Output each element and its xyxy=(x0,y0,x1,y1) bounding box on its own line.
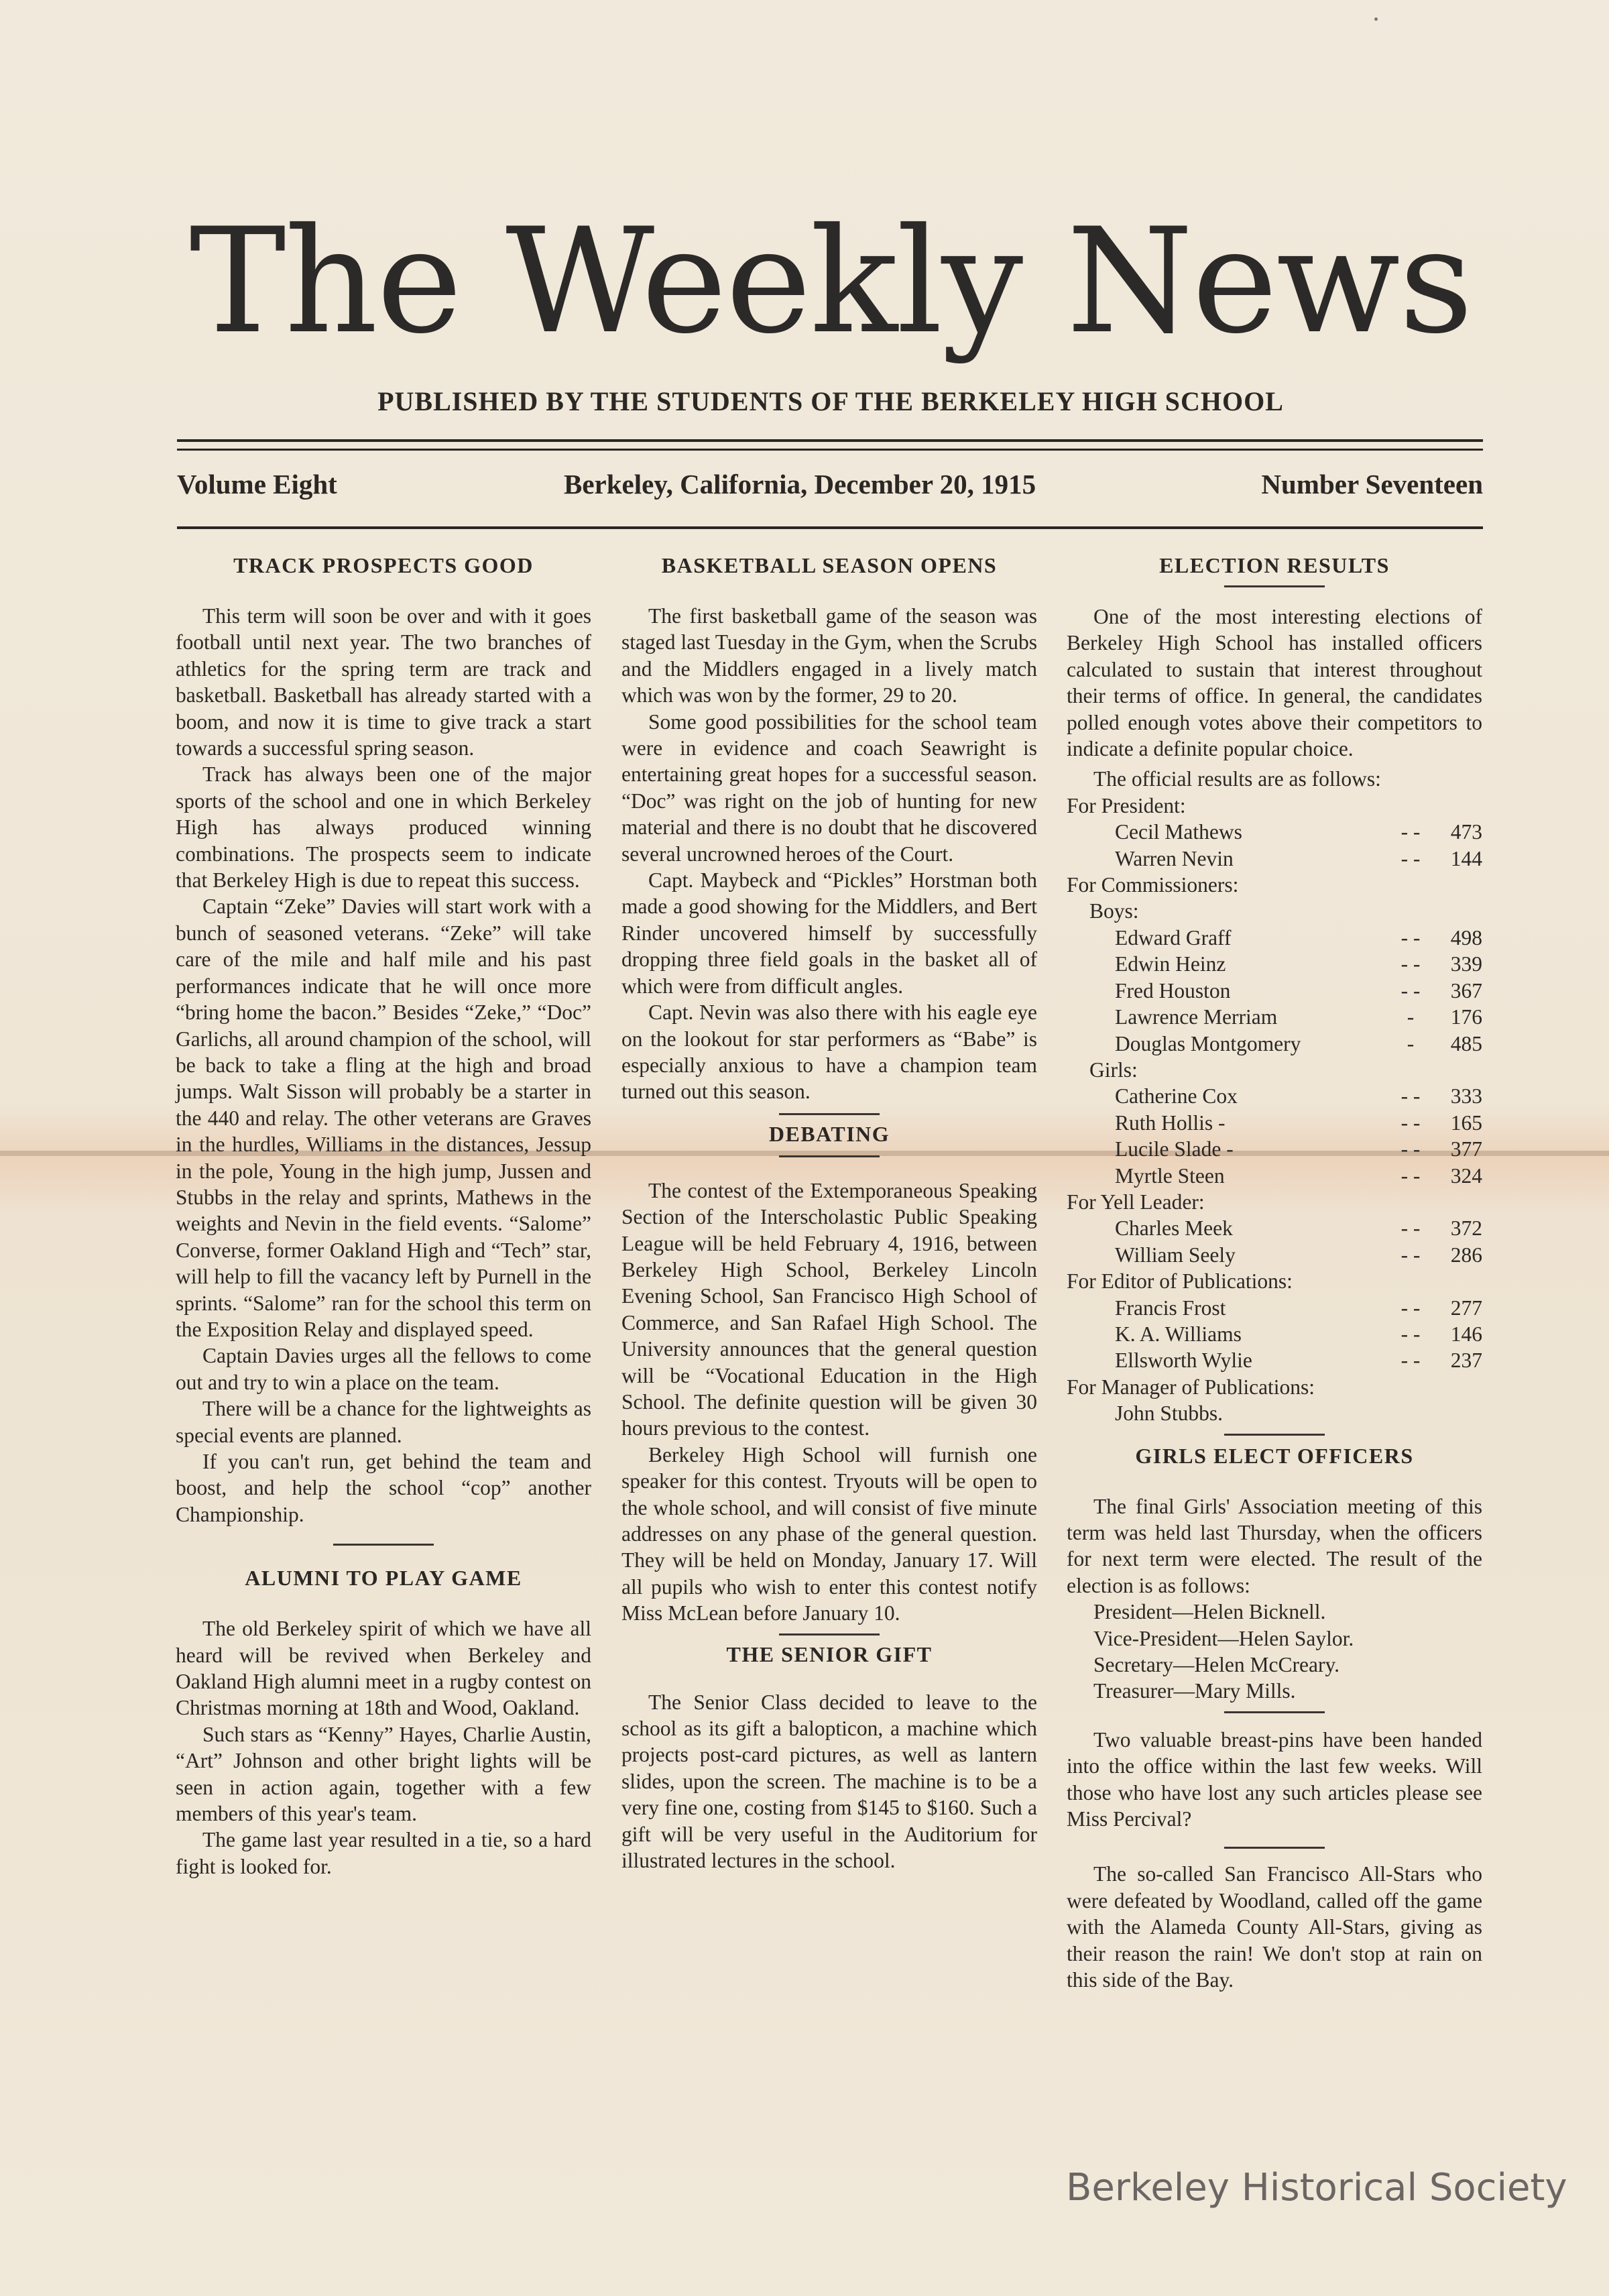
leader-dashes: - - xyxy=(1401,1216,1421,1241)
result-row xyxy=(1067,951,1482,977)
paragraph: Berkeley High School will furnish one speaker for this contest. Tryouts will be open to the whole school, and will consist of five minute addresses on any phase of the general question. They will be held on Monday, January 17. Will all pupils who wish to enter this contest notify Miss McLean before January 10. xyxy=(621,1442,1037,1625)
candidate-name: Warren Nevin xyxy=(1115,846,1234,870)
candidate-name: Francis Frost xyxy=(1115,1296,1226,1320)
headline-girls-officers: GIRLS ELECT OFFICERS xyxy=(1135,1443,1414,1468)
vote-count: 176 xyxy=(1450,1005,1482,1029)
result-row xyxy=(1067,1004,1482,1030)
leader-dashes: - - xyxy=(1401,978,1421,1002)
section-label: For Yell Leader: xyxy=(1067,1190,1205,1214)
column-2 xyxy=(621,547,1037,1874)
paragraph: Two valuable breast-pins have been handed into the office within the last few weeks. Will those who have lost any such articles please see Miss Percival? xyxy=(1067,1727,1482,1831)
paragraph: Capt. Maybeck and “Pickles” Horstman both made a good showing for the Middlers, and Bert Rinder uncovered himself by successfully dropping three field goals in the basket all of which were from difficult angles. xyxy=(621,868,1037,998)
result-row xyxy=(1067,1163,1482,1189)
result-row xyxy=(1067,1321,1482,1347)
leader-dashes: - - xyxy=(1401,1243,1421,1267)
column-1 xyxy=(176,547,591,1880)
headline-track: TRACK PROSPECTS GOOD xyxy=(233,553,534,577)
vote-count: 237 xyxy=(1450,1348,1482,1373)
volume-label: Volume Eight xyxy=(177,469,337,500)
vote-count: 498 xyxy=(1450,925,1482,950)
candidate-name: Myrtle Steen xyxy=(1115,1163,1225,1188)
candidate-name: Catherine Cox xyxy=(1115,1084,1238,1108)
leader-dashes: - xyxy=(1407,1005,1415,1029)
vote-count: 146 xyxy=(1450,1322,1482,1346)
paragraph: Captain “Zeke” Davies will start work with a bunch of seasoned veterans. “Zeke” will take care of the mile and half mile and his past performances indicate that he will once more “bring home the bacon.” Besides “Zeke,” “Doc” Garlichs, all around champion of the school, will be back to take a fling at the high and broad jumps. Walt Sisson will probably be a starter in the 440 and relay. The other veterans are Graves in the hurdles, Williams in the distances, Jessup in the pole, Young in the high jump, Jussen and Stubbs in the relay and sprints, Mathews in the weights and Nevin in the field events. “Salome” Converse, former Oakland High and “Tech” star, will help to fill the vacancy left by Purnell in the sprints. “Salome” ran for the school this term on the Exposition Relay and displayed speed. xyxy=(176,895,591,1341)
leader-dashes: - - xyxy=(1401,1110,1421,1135)
paragraph: Track has always been one of the major sports of the school and one in which Berkeley High has always produced winning combinations. The prospects seem to indicate that Berkeley High is due to repeat this success. xyxy=(176,762,591,893)
leader-dashes: - - xyxy=(1401,1084,1421,1108)
candidate-name: William Seely xyxy=(1115,1243,1236,1267)
result-row xyxy=(1067,1242,1482,1268)
vote-count: 165 xyxy=(1450,1110,1482,1135)
divider xyxy=(1224,1847,1325,1849)
vote-count: 286 xyxy=(1450,1243,1482,1267)
officer-line: President—Helen Bicknell. xyxy=(1093,1600,1326,1624)
officer-line: Treasurer—Mary Mills. xyxy=(1093,1679,1296,1703)
result-row xyxy=(1067,925,1482,951)
divider xyxy=(1224,1434,1325,1436)
paragraph: The contest of the Extemporaneous Speaking Section of the Interscholastic Public Speaking League will be held February 4, 1916, between Berkeley High School, Berkeley Lincoln Evening School, San Francisco High School of Commerce, and San Rafael High School. The University announces that the general question will be “Vocational Education in the High School. The definite question will be given 30 hours previous to the contest. xyxy=(621,1178,1037,1440)
paragraph: The official results are as follows: xyxy=(1093,767,1381,791)
date-location: Berkeley, California, December 20, 1915 xyxy=(564,469,1036,500)
section-label: Boys: xyxy=(1089,899,1139,923)
result-row xyxy=(1067,846,1482,872)
result-row xyxy=(1067,1110,1482,1136)
section-label: For Manager of Publications: xyxy=(1067,1375,1315,1399)
leader-dashes: - xyxy=(1407,1031,1415,1055)
paragraph: Some good possibilities for the school team were in evidence and coach Seawright is entertaining great hopes for a successful season. “Doc” was right on the job of hunting for new material and there is no doubt that he discovered several uncrowned heroes of the Court. xyxy=(621,709,1037,866)
candidate-name: Ruth Hollis - xyxy=(1115,1110,1226,1135)
section-label: For Editor of Publications: xyxy=(1067,1269,1293,1294)
candidate-name: Charles Meek xyxy=(1115,1216,1233,1241)
paragraph: One of the most interesting elections of Berkeley High School has installed officers calculated to sustain that interest throughout their terms of office. In general, the candidates polled enough votes above their competitors to indicate a definite popular choice. xyxy=(1067,605,1482,761)
vote-count: 473 xyxy=(1450,820,1482,844)
paragraph: Capt. Nevin was also there with his eagle eye on the lookout for star performers as “Babe” is especially anxious to have a champion team turned out this season. xyxy=(621,1000,1037,1104)
vote-count: 339 xyxy=(1450,952,1482,976)
section-label: For President: xyxy=(1067,793,1186,817)
result-row xyxy=(1067,1215,1482,1241)
headline-alumni: ALUMNI TO PLAY GAME xyxy=(245,1566,522,1591)
paragraph: The old Berkeley spirit of which we have all heard will be revived when Berkeley and Oakland High alumni meet in a rugby contest on Christmas morning at 18th and Wood, Oakland. xyxy=(176,1617,591,1720)
divider xyxy=(1224,1711,1325,1713)
paragraph: The game last year resulted in a tie, so a hard fight is looked for. xyxy=(176,1828,591,1878)
result-row xyxy=(1067,819,1482,845)
masthead-double-rule xyxy=(177,439,1483,451)
paragraph: The final Girls' Association meeting of this term was held last Thursday, when the officers for next term were elected. The result of the election is as follows: xyxy=(1067,1494,1482,1597)
headline-debating: DEBATING xyxy=(768,1121,890,1146)
result-row xyxy=(1067,978,1482,1004)
leader-dashes: - - xyxy=(1401,1163,1421,1188)
result-row xyxy=(1067,1347,1482,1373)
candidate-name: Lucile Slade - xyxy=(1115,1137,1234,1161)
paragraph: Such stars as “Kenny” Hayes, Charlie Austin, “Art” Johnson and other bright lights will be seen in action again, together with a few members of this year's team. xyxy=(176,1722,591,1826)
vote-count: 367 xyxy=(1450,978,1482,1002)
paragraph: The first basketball game of the season was staged last Tuesday in the Gym, when the Scrubs and the Middlers engaged in a lively match which was won by the former, 29 to 20. xyxy=(621,604,1037,707)
vote-count: 333 xyxy=(1450,1084,1482,1108)
officer-line: Vice-President—Helen Saylor. xyxy=(1093,1626,1354,1650)
candidate-name: Edward Graff xyxy=(1115,925,1232,950)
masthead-title: The Weekly News xyxy=(189,197,1472,365)
watermark: Berkeley Historical Society xyxy=(1066,2166,1567,2209)
candidate-name: Douglas Montgomery xyxy=(1115,1031,1301,1055)
leader-dashes: - - xyxy=(1401,925,1421,950)
paragraph: Captain Davies urges all the fellows to come out and try to win a place on the team. xyxy=(176,1344,591,1394)
issue-number: Number Seventeen xyxy=(1261,469,1483,500)
section-label: For Commissioners: xyxy=(1067,873,1239,897)
column-3 xyxy=(1067,547,1482,1994)
divider xyxy=(1224,585,1325,587)
divider xyxy=(333,1544,434,1546)
candidate-name: Fred Houston xyxy=(1115,978,1231,1002)
officer-line: Secretary—Helen McCreary. xyxy=(1093,1653,1340,1677)
leader-dashes: - - xyxy=(1401,820,1421,844)
result-row xyxy=(1067,1031,1482,1057)
leader-dashes: - - xyxy=(1401,1348,1421,1373)
vote-count: 372 xyxy=(1450,1216,1482,1241)
vote-count: 144 xyxy=(1450,846,1482,870)
headline-senior-gift: THE SENIOR GIFT xyxy=(726,1642,933,1666)
divider xyxy=(779,1155,880,1157)
divider xyxy=(779,1113,880,1115)
paragraph: The so-called San Francisco All-Stars who were defeated by Woodland, called off the game with the Alameda County All-Stars, giving as their reason the rain! We don't stop at rain on this side of the Bay. xyxy=(1067,1862,1482,1992)
candidate-name: John Stubbs. xyxy=(1115,1401,1224,1426)
result-row xyxy=(1067,1295,1482,1321)
paragraph: The Senior Class decided to leave to the school as its gift a balopticon, a machine which projects post-card pictures, as well as lantern slides, upon the screen. The machine is to be a very fine one, costing from $145 to $160. Such a gift will be very useful in the Auditorium for illustrated lectures in the school. xyxy=(621,1690,1037,1873)
paragraph: There will be a chance for the lightweights as special events are planned. xyxy=(176,1397,591,1447)
section-label: Girls: xyxy=(1089,1057,1138,1082)
vote-count: 485 xyxy=(1450,1031,1482,1055)
dateline-rule xyxy=(177,526,1483,529)
result-row xyxy=(1067,1136,1482,1162)
candidate-name: Cecil Mathews xyxy=(1115,820,1242,844)
candidate-name: K. A. Williams xyxy=(1115,1322,1242,1346)
result-row xyxy=(1067,1083,1482,1109)
vote-count: 277 xyxy=(1450,1296,1482,1320)
paragraph: If you can't run, get behind the team and boost, and help the school “cop” another Championship. xyxy=(176,1450,591,1526)
leader-dashes: - - xyxy=(1401,1137,1421,1161)
divider xyxy=(779,1633,880,1635)
headline-election: ELECTION RESULTS xyxy=(1159,553,1390,577)
leader-dashes: - - xyxy=(1401,952,1421,976)
vote-count: 377 xyxy=(1450,1137,1482,1161)
vote-count: 324 xyxy=(1450,1163,1482,1188)
candidate-name: Ellsworth Wylie xyxy=(1115,1348,1252,1373)
headline-basketball: BASKETBALL SEASON OPENS xyxy=(661,553,998,577)
paragraph: This term will soon be over and with it goes football until next year. The two branches of athletics for the spring term are track and basketball. Basketball has already started with a boom, and now it is time to give track a start towards a successful spring season. xyxy=(176,604,591,760)
dateline xyxy=(177,468,1483,508)
leader-dashes: - - xyxy=(1401,1296,1421,1320)
candidate-name: Edwin Heinz xyxy=(1115,952,1226,976)
leader-dashes: - - xyxy=(1401,1322,1421,1346)
leader-dashes: - - xyxy=(1401,846,1421,870)
candidate-name: Lawrence Merriam xyxy=(1115,1005,1278,1029)
masthead-subtitle: PUBLISHED BY THE STUDENTS OF THE BERKELEY HIGH SCHOOL xyxy=(377,386,1284,416)
paper-speck xyxy=(1374,17,1378,21)
